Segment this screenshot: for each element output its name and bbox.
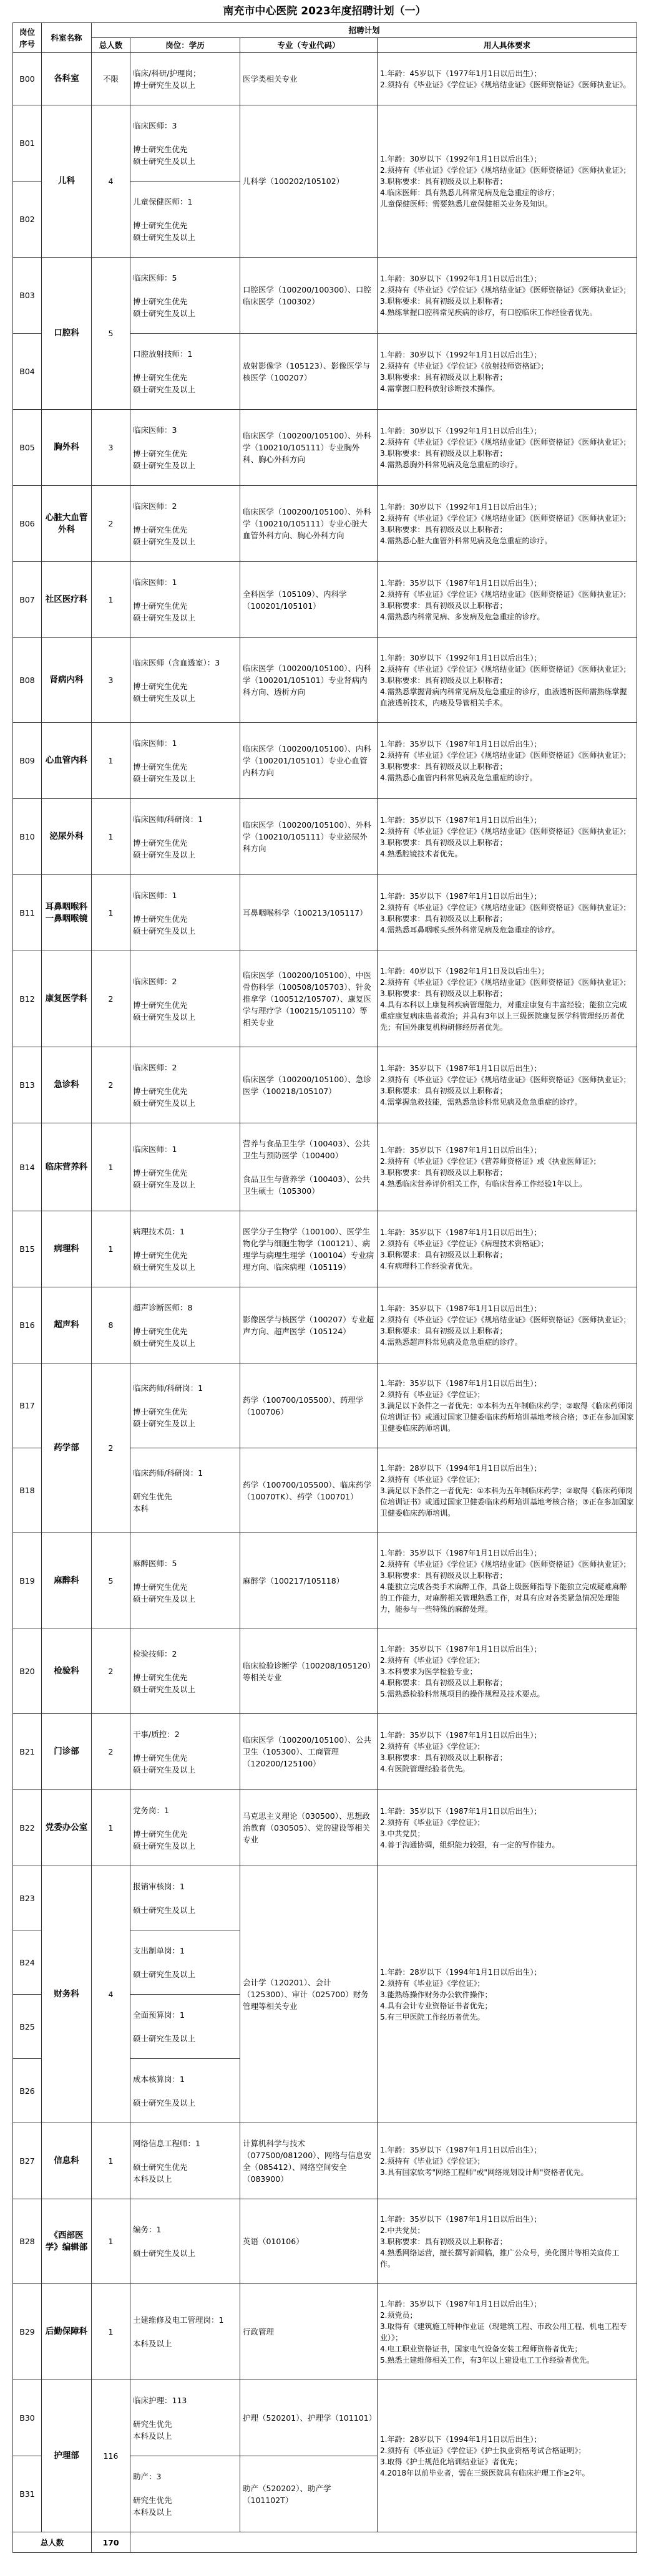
dept-name: 党委办公室 — [42, 1790, 92, 1866]
post-code: B15 — [13, 1211, 42, 1287]
requirements-cell: 1.年龄：30岁以下（1992年1月1日以后出生）； 2.须持有《毕业证》《学位证》《规培结业证》《医师资格证》《医师执业证》； 3.职称要求：具有初级及以上职称者； 4.熟练掌握口腔科常见疾病的诊疗，有口腔临床工作经验者优先。 — [378, 258, 637, 334]
table-row — [13, 53, 637, 105]
post-code: B30 — [13, 2380, 42, 2456]
dept-total: 2 — [92, 1047, 130, 1123]
footer-total: 170 — [92, 2532, 130, 2553]
table-row — [13, 2123, 637, 2199]
dept-name: 后勤保障科 — [42, 2284, 92, 2380]
table-row — [13, 1866, 637, 1930]
dept-name: 《西部医学》编辑部 — [42, 2199, 92, 2284]
requirements-cell: 1.年龄：28岁以下（1994年1月1日以后出生）； 2.须持有《毕业证》《学位证》《护士执业资格考试合格证明》； 3.取得《护士规范化培训结业证》者优先； 4.2018年以前毕业者，需在三级医院具有临床护理工作≥2年。 — [378, 2380, 637, 2532]
position-cell: 党务岗：1 博士研究生优先 硕士研究生及以上 — [130, 1790, 240, 1866]
table-row — [13, 1287, 637, 1363]
position-cell: 儿童保健医师：1 博士研究生优先 硕士研究生及以上 — [130, 182, 240, 258]
post-code: B09 — [13, 723, 42, 799]
position-cell: 临床医师：1 博士研究生优先 硕士研究生及以上 — [130, 723, 240, 799]
dept-name: 胸外科 — [42, 410, 92, 486]
dept-total: 1 — [92, 1123, 130, 1211]
post-code: B13 — [13, 1047, 42, 1123]
table-row — [13, 1714, 637, 1790]
dept-total: 4 — [92, 105, 130, 258]
position-cell: 干事/质控：2 博士研究生优先 硕士研究生及以上 — [130, 1714, 240, 1790]
position-cell: 成本核算岗：1 硕士研究生及以上 — [130, 2059, 240, 2123]
dept-total: 2 — [92, 1629, 130, 1714]
post-code: B02 — [13, 182, 42, 258]
requirements-cell: 1.年龄：35岁以下（1987年1月1日以后出生）； 2.须持有《毕业证》《学位证》《规培结业证》《医师资格证》《医师执业证》； 3.职称要求：具有初级及以上职称者； 4.需熟悉内科常见病、多发病及危急重症的诊疗。 — [378, 562, 637, 638]
table-row — [13, 486, 637, 562]
table-row — [13, 258, 637, 334]
position-cell: 检验技师：2 博士研究生优先 硕士研究生及以上 — [130, 1629, 240, 1714]
major-cell: 药学（100700/105500）、临床药学（10070TK）、药学（100701） — [240, 1448, 378, 1533]
post-code: B00 — [13, 53, 42, 105]
requirements-cell: 1.年龄：35岁以下（1987年1月1日以后出生）； 2.须持有《毕业证》《学位证》； 3.本科要求为医学检验专业； 4.职称要求：具有初级及以上职称者； 5.需熟悉检验科常规项目的操作规程及技术要点。 — [378, 1629, 637, 1714]
dept-name: 口腔科 — [42, 258, 92, 410]
dept-name: 财务科 — [42, 1866, 92, 2123]
dept-total: 2 — [92, 1714, 130, 1790]
dept-total: 1 — [92, 1790, 130, 1866]
dept-total: 2 — [92, 951, 130, 1047]
table-row — [13, 638, 637, 723]
post-code: B06 — [13, 486, 42, 562]
requirements-cell: 1.年龄：28岁以下（1994年1月1日以后出生）； 2.须持有《毕业证》《学位证》； 3.能熟练操作财务办公软件操作； 4.具有会计专业资格证书者优先； 5.有三甲医院工作经历者优先。 — [378, 1866, 637, 2123]
position-cell: 支出制单岗：1 硕士研究生及以上 — [130, 1930, 240, 1995]
major-cell: 临床医学（100200/105100）、外科学（100210/105111）专业心脏大血管外科方向、胸心外科方向 — [240, 486, 378, 562]
page-title: 南充市中心医院 2023年度招聘计划（一） — [223, 5, 426, 17]
post-code: B31 — [13, 2456, 42, 2532]
position-cell: 临床医师：5 博士研究生优先 硕士研究生及以上 — [130, 258, 240, 334]
major-cell: 马克思主义理论（030500）、思想政治教育（030505）、党的建设等相关专业 — [240, 1790, 378, 1866]
major-cell: 护理（520201）、护理学（101101） — [240, 2380, 378, 2456]
dept-total: 116 — [92, 2380, 130, 2532]
requirements-cell: 1.年龄：30岁以下（1992年1月1日以后出生）； 2.须持有《毕业证》《学位证》《规培结业证》《医师资格证》《医师执业证》； 3.职称要求：具有初级及以上职称者； 4.需熟悉掌握肾病内科常见病及危急重症的诊疗，血液透析医师需熟练掌握血液透析技术，内瘘及导管相关手术。 — [378, 638, 637, 723]
table-row — [13, 1533, 637, 1629]
requirements-cell: 1.年龄：35岁以下（1987年1月1日以后出生）； 2.须持有《毕业证》《学位证》《规培结业证》《医师资格证》《医师执业证》； 3.职称要求：具有初级及以上职称者； 4.需掌握急救技能，需熟悉急诊科常见病及危急重症的诊疗。 — [378, 1047, 637, 1123]
dept-name: 药学部 — [42, 1363, 92, 1533]
header-plan: 招聘计划 — [92, 23, 637, 38]
position-cell: 临床医师：2 博士研究生优先 硕士研究生及以上 — [130, 1047, 240, 1123]
requirements-cell: 1.年龄：35岁以下（1987年1月1日以后出生）； 2.须持有《毕业证》《学位证》《规培结业证》《医师资格证》《医师执业证》； 3.职称要求：具有初级及以上职称者； 4.熟悉腔镜技术者优先。 — [378, 799, 637, 875]
post-code: B07 — [13, 562, 42, 638]
dept-total: 3 — [92, 410, 130, 486]
table-row — [13, 875, 637, 951]
position-cell: 土建维修及电工管理岗：1 本科及以上 — [130, 2284, 240, 2380]
requirements-cell: 1.年龄：35岁以下（1987年1月1日以后出生）； 2.须持有《毕业证》《学位证》； 3.满足以下条件之一者优先：①本科为五年制临床药学；②取得《临床药师岗位培训证书》或通过国家卫健委临床药师培训基地考核合格；③正在参加国家卫健委临床药师培训。 — [378, 1363, 637, 1448]
post-code: B18 — [13, 1448, 42, 1533]
post-code: B12 — [13, 951, 42, 1047]
dept-name: 康复医学科 — [42, 951, 92, 1047]
table-row — [13, 951, 637, 1047]
table-row — [13, 1123, 637, 1211]
dept-name: 病理科 — [42, 1211, 92, 1287]
requirements-cell: 1.年龄：35岁以下（1987年1月1日以后出生）； 2.须持有《毕业证》《学位证》； 3.中共党员； 4.善于沟通协调，组织能力较强，有一定的写作能力。 — [378, 1790, 637, 1866]
major-cell: 医学类相关专业 — [240, 53, 378, 105]
major-cell: 儿科学（100202/105102） — [240, 105, 378, 258]
requirements-cell: 1.年龄：45岁以下（1977年1月1日以后出生）； 2.须持有《毕业证》《学位证》《规培结业证》《医师资格证》《医师执业证》。 — [378, 53, 637, 105]
position-cell: 助产：3 研究生优先 本科及以上 — [130, 2456, 240, 2532]
requirements-cell: 1.年龄：30岁以下（1992年1月1日以后出生）； 2.须持有《毕业证》《学位证》《放射技师资格证》； 3.职称要求：具有初级及以上职称者； 4.需掌握口腔科放射诊断技术操作。 — [378, 334, 637, 410]
major-cell: 耳鼻咽喉科学（100213/105117） — [240, 875, 378, 951]
requirements-cell: 1.年龄：35岁以下（1987年1月1日以后出生）； 2.中共党员； 3.职称要求：具有初级及以上职称者； 4.熟悉网络运营，擅长撰写新闻稿，推广公众号，美化图片等相关宣传工作。 — [378, 2199, 637, 2284]
header-post-code: 岗位序号 — [13, 23, 42, 53]
post-code: B08 — [13, 638, 42, 723]
footer-label: 总人数 — [13, 2532, 92, 2553]
header-dept: 科室名称 — [42, 23, 92, 53]
dept-total: 不限 — [92, 53, 130, 105]
dept-name: 门诊部 — [42, 1714, 92, 1790]
post-code: B11 — [13, 875, 42, 951]
dept-total: 3 — [92, 638, 130, 723]
dept-total: 4 — [92, 1866, 130, 2123]
dept-total: 1 — [92, 723, 130, 799]
major-cell: 临床医学（100200/105100）、外科学（100210/105111）专业胸外科、胸心外科方向 — [240, 410, 378, 486]
dept-name: 护理部 — [42, 2380, 92, 2532]
position-cell: 麻醉医师：5 博士研究生优先 硕士研究生及以上 — [130, 1533, 240, 1629]
requirements-cell: 1.年龄：30岁以下（1992年1月1日以后出生）； 2.须持有《毕业证》《学位证》《规培结业证》《医师资格证》《医师执业证》； 3.职称要求：具有初级及以上职称者； 4.需熟悉胸外科常见病及危急重症的诊疗。 — [378, 410, 637, 486]
major-cell: 麻醉学（100217/105118） — [240, 1533, 378, 1629]
post-code: B28 — [13, 2199, 42, 2284]
post-code: B26 — [13, 2059, 42, 2123]
requirements-cell: 1.年龄：30岁以下（1992年1月1日以后出生）； 2.须持有《毕业证》《学位证》《规培结业证》《医师资格证》《医师执业证》； 3.职称要求：具有初级及以上职称者； 4.临床医师：具有熟悉儿科常见病及危急重症的诊疗； 儿童保健医师：需要熟悉儿童保健相关业务及知识。 — [378, 105, 637, 258]
dept-total: 1 — [92, 799, 130, 875]
dept-name: 超声科 — [42, 1287, 92, 1363]
position-cell: 超声诊断医师：8 博士研究生优先 硕士研究生及以上 — [130, 1287, 240, 1363]
post-code: B23 — [13, 1866, 42, 1930]
requirements-cell: 1.年龄：35岁以下（1987年1月1日以后出生）； 2.须持有《毕业证》《学位证》《规培结业证》《医师资格证》《医师执业证》； 3.职称要求：具有初级及以上职称者； 4.需熟悉超声科常见病及危急重症的诊疗。 — [378, 1287, 637, 1363]
position-cell: 口腔放射技师：1 博士研究生优先 硕士研究生及以上 — [130, 334, 240, 410]
position-cell: 临床医师/科研岗：1 博士研究生优先 硕士研究生及以上 — [130, 799, 240, 875]
table-row — [13, 1211, 637, 1287]
header-position: 岗位：学历 — [130, 38, 240, 53]
dept-name: 各科室 — [42, 53, 92, 105]
footer-empty — [130, 2532, 637, 2553]
position-cell: 临床药师/科研岗：1 研究生优先 本科 — [130, 1448, 240, 1533]
dept-name: 信息科 — [42, 2123, 92, 2199]
post-code: B17 — [13, 1363, 42, 1448]
post-code: B25 — [13, 1995, 42, 2059]
position-cell: 全面预算岗：1 硕士研究生及以上 — [130, 1995, 240, 2059]
header-row-2 — [13, 38, 637, 53]
dept-name: 急诊科 — [42, 1047, 92, 1123]
recruitment-page — [12, 0, 637, 2553]
position-cell: 临床医师：3 博士研究生优先 硕士研究生及以上 — [130, 105, 240, 182]
table-row — [13, 410, 637, 486]
position-cell: 临床医师：2 博士研究生优先 硕士研究生及以上 — [130, 486, 240, 562]
dept-total: 1 — [92, 2284, 130, 2380]
requirements-cell: 1.年龄：35岁以下（1987年1月1日以后出生）； 2.须持有《毕业证》《学位证》《病理技术资格证》； 3.职称要求：具有初级及以上职称者； 4.有病理科工作经验者优先。 — [378, 1211, 637, 1287]
table-row — [13, 1629, 637, 1714]
dept-total: 1 — [92, 2123, 130, 2199]
header-major: 专业（专业代码） — [240, 38, 378, 53]
position-cell: 临床医师：1 博士研究生优先 硕士研究生及以上 — [130, 875, 240, 951]
requirements-cell: 1.年龄：35岁以下（1987年1月1日以后出生）； 2.须党员； 3.取得有《建筑施工特种作业证（现建筑工程、市政公用工程、机电工程专业）》； 4.电工职业资格证书，国家电气设备安装工程师资格者优先； 5.熟悉土建维修相关工作，有3年以上建设电工工作经验者优先。 — [378, 2284, 637, 2380]
dept-name: 耳鼻咽喉科一鼻咽喉镜 — [42, 875, 92, 951]
dept-total: 1 — [92, 875, 130, 951]
post-code: B03 — [13, 258, 42, 334]
major-cell: 影像医学与核医学（100207）专业超声方向、超声医学（105124） — [240, 1287, 378, 1363]
table-row — [13, 2284, 637, 2380]
post-code: B20 — [13, 1629, 42, 1714]
dept-name: 检验科 — [42, 1629, 92, 1714]
position-cell: 临床医师（含血透室）：3 博士研究生优先 硕士研究生及以上 — [130, 638, 240, 723]
dept-total: 1 — [92, 1211, 130, 1287]
dept-name: 肾病内科 — [42, 638, 92, 723]
requirements-cell: 1.年龄：28岁以下（1994年1月1日以后出生）； 2.须持有《毕业证》《学位证》； 3.满足以下条件之一者优先：①本科为五年制临床药学；②取得《临床药师岗位培训证书》或通过国家卫健委临床药师培训基地考核合格；③正在参加国家卫健委临床药师培训。 — [378, 1448, 637, 1533]
table-body — [13, 53, 637, 2532]
position-cell: 临床医师：1 博士研究生优先 硕士研究生及以上 — [130, 1123, 240, 1211]
position-cell: 网络信息工程师：1 硕士研究生优先 本科及以上 — [130, 2123, 240, 2199]
post-code: B16 — [13, 1287, 42, 1363]
dept-total: 2 — [92, 486, 130, 562]
post-code: B22 — [13, 1790, 42, 1866]
major-cell: 营养与食品卫生学（100403）、公共卫生与预防医学（100400） 食品卫生与营养学（100403）、公共卫生硕士（105300） — [240, 1123, 378, 1211]
post-code: B21 — [13, 1714, 42, 1790]
major-cell: 医学分子生物学（100100）、医学生物化学与细胞生物学（100121）、病理学与病理生理学（100104）专业病理方向、临床病理（105119） — [240, 1211, 378, 1287]
dept-name: 麻醉科 — [42, 1533, 92, 1629]
dept-name: 心脏大血管外科 — [42, 486, 92, 562]
dept-total: 1 — [92, 562, 130, 638]
post-code: B04 — [13, 334, 42, 410]
header-row-1 — [13, 23, 637, 38]
position-cell: 病理技术员：1 博士研究生优先 硕士研究生及以上 — [130, 1211, 240, 1287]
requirements-cell: 1.年龄：30岁以下（1992年1月1日以后出生）； 2.须持有《毕业证》《学位证》《规培结业证》《医师资格证》《医师执业证》； 3.职称要求：具有初级及以上职称者； 4.需熟悉心脏大血管外科常见病及危急重症的诊疗。 — [378, 486, 637, 562]
dept-total: 8 — [92, 1287, 130, 1363]
dept-total: 2 — [92, 1363, 130, 1533]
requirements-cell: 1.年龄：35岁以下（1987年1月1日以后出生）； 2.须持有《毕业证》《学位证》《规培结业证》《医师资格证》《医师执业证》； 3.职称要求：具有初级及以上职称者； 4.需熟悉心血管内科常见病及危急重症的诊疗。 — [378, 723, 637, 799]
major-cell: 药学（100700/105500）、药理学（100706） — [240, 1363, 378, 1448]
requirements-cell: 1.年龄：40岁以下（1982年1月1日及以后出生）； 2.须持有《毕业证》《学位证》《规培结业证》《医师资格证》《医师执业证》； 3.职称要求：具有初级及以上职称者； 4.具有本科以上康复科疾病管理能力，对重症康复有丰富经验；能独立完成重症康复病床患者救治；并具有3年以上三级医院康复医学科管理经历者优先；有国外康复机构研修经历者优先。 — [378, 951, 637, 1047]
major-cell: 会计学（120201）、会计（125300）、审计（025700）财务管理等相关专业 — [240, 1866, 378, 2123]
major-cell: 放射影像学（105123）、影像医学与核医学（100207） — [240, 334, 378, 410]
table-row — [13, 1790, 637, 1866]
position-cell: 临床药师/科研岗：1 博士研究生优先 硕士研究生及以上 — [130, 1363, 240, 1448]
recruitment-table — [12, 22, 637, 2553]
dept-name: 心血管内科 — [42, 723, 92, 799]
dept-name: 泌尿外科 — [42, 799, 92, 875]
table-row — [13, 1047, 637, 1123]
position-cell: 临床/科研/护理岗； 博士研究生及以上 — [130, 53, 240, 105]
major-cell: 英语（010106） — [240, 2199, 378, 2284]
position-cell: 临床医师：1 博士研究生优先 硕士研究生及以上 — [130, 562, 240, 638]
header-total: 总人数 — [92, 38, 130, 53]
major-cell: 临床医学（100200/105100）、内科学（100201/105101）专业心血管内科方向 — [240, 723, 378, 799]
position-cell: 编务：1 硕士研究生及以上 — [130, 2199, 240, 2284]
post-code: B01 — [13, 105, 42, 182]
requirements-cell: 1.年龄：35岁以下（1987年1月1日以后出生）； 2.须持有《毕业证》《学位证》； 3.职称要求：具有初级及以上职称者； 4.有医院管理经验者优先。 — [378, 1714, 637, 1790]
dept-name: 临床营养科 — [42, 1123, 92, 1211]
table-row — [13, 1363, 637, 1448]
post-code: B05 — [13, 410, 42, 486]
table-row — [13, 562, 637, 638]
dept-total: 1 — [92, 2199, 130, 2284]
header-requirements: 用人具体要求 — [378, 38, 637, 53]
dept-name: 社区医疗科 — [42, 562, 92, 638]
major-cell: 临床检验诊断学（100208/105120）等相关专业 — [240, 1629, 378, 1714]
major-cell: 行政管理 — [240, 2284, 378, 2380]
requirements-cell: 1.年龄：35岁以下（1987年1月1日以后出生）； 2.须持有《毕业证》《学位证》； 3.具有国家软考"网络工程师"或"网络规划设计师"资格者优先。 — [378, 2123, 637, 2199]
dept-total: 5 — [92, 258, 130, 410]
post-code: B14 — [13, 1123, 42, 1211]
footer-row — [13, 2532, 637, 2553]
table-row — [13, 723, 637, 799]
post-code: B10 — [13, 799, 42, 875]
major-cell: 临床医学（100200/105100）、公共卫生（105300）、工商管理（120200/125100） — [240, 1714, 378, 1790]
major-cell: 助产（520202）、助产学（101102T） — [240, 2456, 378, 2532]
table-row — [13, 799, 637, 875]
major-cell: 临床医学（100200/105100）、中医骨伤科学（100508/105703）、针灸推拿学（100512/105707）、康复医学与理疗学（100215/105110）等相关专业 — [240, 951, 378, 1047]
table-row — [13, 2199, 637, 2284]
major-cell: 临床医学（100200/105100）、内科学（100201/105101）专业肾病内科方向、透析方向 — [240, 638, 378, 723]
table-row — [13, 2380, 637, 2456]
post-code: B24 — [13, 1930, 42, 1995]
position-cell: 临床护理：113 研究生优先 本科及以上 — [130, 2380, 240, 2456]
major-cell: 口腔医学（100200/100300）、口腔临床医学（100302） — [240, 258, 378, 334]
dept-name: 儿科 — [42, 105, 92, 258]
post-code: B29 — [13, 2284, 42, 2380]
requirements-cell: 1.年龄：35岁以下（1987年1月1日以后出生）； 2.须持有《毕业证》《学位证》《规培结业证》《医师资格证》《医师执业证》； 3.职称要求：具有初级及以上职称者； 4.需熟悉耳鼻咽喉头颈外科常见病及危急重症的诊疗。 — [378, 875, 637, 951]
dept-total: 5 — [92, 1533, 130, 1629]
major-cell: 临床医学（100200/105100）、外科学（100210/105111）专业泌尿外科方向 — [240, 799, 378, 875]
requirements-cell: 1.年龄：35岁以下（1987年1月1日以后出生）； 2.须持有《毕业证》《学位证》《规培结业证》《医师资格证》《医师执业证》； 3.职称要求：具有初级及以上职称者； 4.能独立完成各类手术麻醉工作，具备上级医师指导下能独立完成疑难麻醉的工作能力，对麻醉相关管理熟悉工作，对具有应对各类紧急情况处理能力，能参与一些特殊的麻醉处理。 — [378, 1533, 637, 1629]
major-cell: 计算机科学与技术（077500/081200）、网络与信息安全（085412）、网络空间安全（083900） — [240, 2123, 378, 2199]
post-code: B27 — [13, 2123, 42, 2199]
position-cell: 临床医师：3 博士研究生优先 硕士研究生及以上 — [130, 410, 240, 486]
major-cell: 临床医学（100200/105100）、急诊医学（100218/105107） — [240, 1047, 378, 1123]
post-code: B19 — [13, 1533, 42, 1629]
position-cell: 临床医师：2 博士研究生优先 硕士研究生及以上 — [130, 951, 240, 1047]
position-cell: 报销审核岗：1 硕士研究生及以上 — [130, 1866, 240, 1930]
major-cell: 全科医学（105109）、内科学（100201/105101） — [240, 562, 378, 638]
table-row — [13, 105, 637, 182]
requirements-cell: 1.年龄：35岁以下（1987年1月1日以后出生）； 2.须持有《毕业证》《学位证》《营养师资格证》或《执业医师证》； 3.职称要求：具有初级及以上职称者； 4.熟悉临床营养评价相关工作，有临床营养工作经验1年以上。 — [378, 1123, 637, 1211]
